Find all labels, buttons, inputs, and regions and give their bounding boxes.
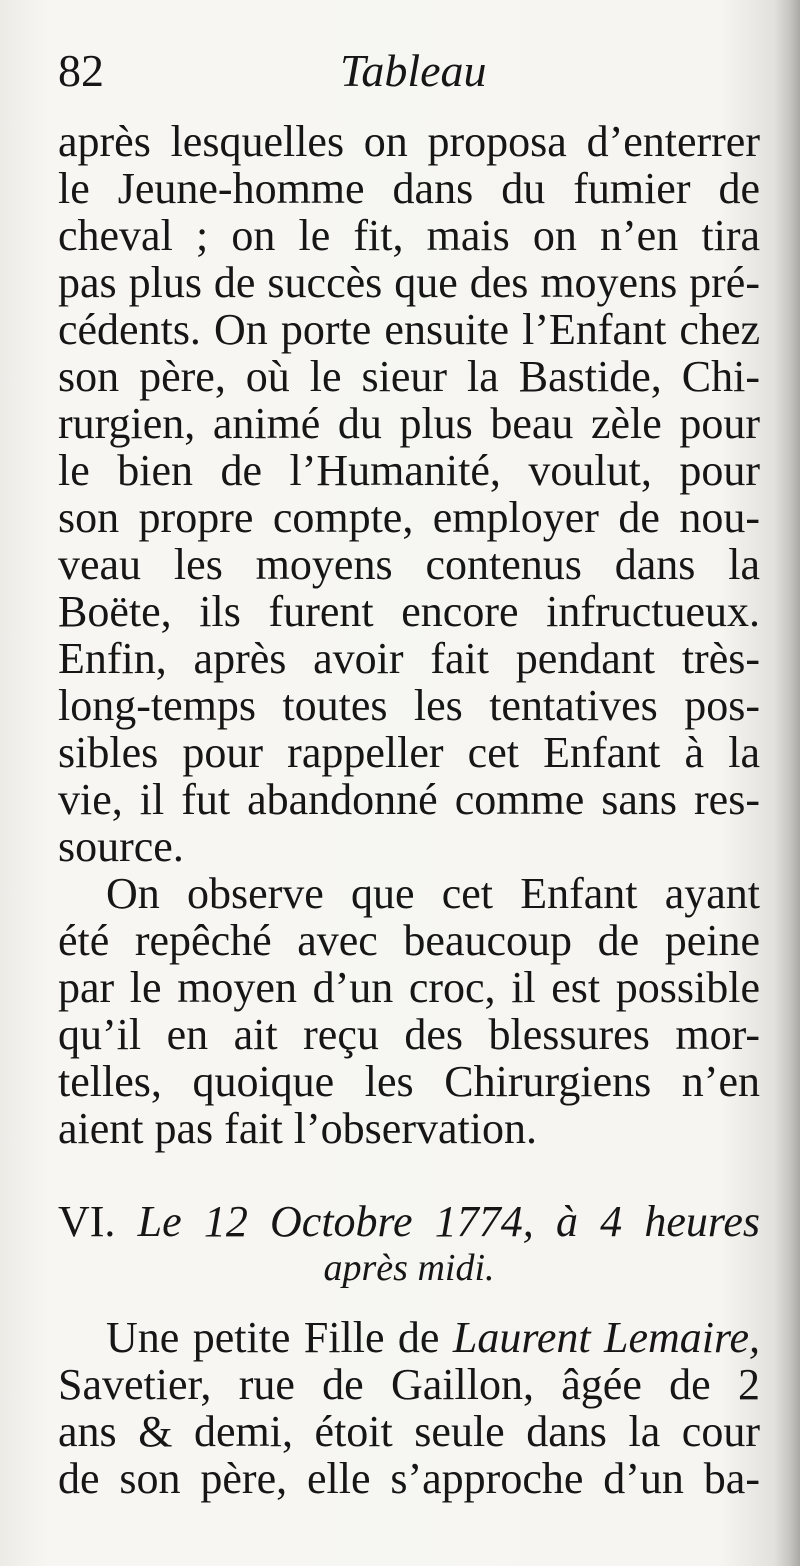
page-number: 82 — [58, 45, 104, 96]
text-line: aient pas fait l’observation. — [58, 1104, 537, 1153]
person-name: Laurent Lemaire, — [452, 1313, 760, 1362]
section-heading — [58, 1196, 760, 1288]
text-line: de son père, elle s’approche d’un ba- — [58, 1454, 760, 1503]
page-edge-shadow — [774, 0, 800, 1566]
text-line: le Jeune-homme dans du fumier de — [58, 164, 760, 213]
text-line: cheval ; on le fit, mais on n’en tira — [58, 211, 760, 260]
text-line: ans & demi, étoit seule dans la cour — [58, 1407, 760, 1456]
text-line: veau les moyens contenus dans la — [58, 540, 760, 589]
section-numeral: VI. — [58, 1197, 116, 1246]
running-title: Tableau — [340, 45, 487, 96]
text-line: On observe que cet Enfant ayant — [106, 869, 760, 918]
text-line: pas plus de succès que des moyens pré- — [58, 258, 760, 307]
text-line: après lesquelles on proposa d’enterrer — [58, 117, 760, 166]
text-line: rurgien, animé du plus beau zèle pour — [58, 399, 760, 448]
text-fragment: Une petite Fille de — [106, 1313, 453, 1362]
text-line: Boëte, ils furent encore infructueux. — [58, 587, 760, 636]
section-body — [58, 1314, 760, 1502]
section-time: après midi. — [323, 1247, 495, 1289]
text-line: été repêché avec beaucoup de peine — [58, 916, 760, 965]
text-line: Enfin, après avoir fait pendant très- — [58, 634, 760, 683]
page-header — [58, 44, 758, 106]
text-line — [58, 1314, 760, 1361]
text-line: qu’il en ait reçu des blessures mor- — [58, 1010, 760, 1059]
section-heading-line — [58, 1196, 760, 1248]
text-line: cédents. On porte ensuite l’Enfant chez — [58, 305, 760, 354]
text-line: Savetier, rue de Gaillon, âgée de 2 — [58, 1360, 760, 1409]
text-line: son propre compte, employer de nou- — [58, 493, 760, 542]
section-date: Le 12 Octobre 1774, à 4 heures — [137, 1197, 760, 1246]
text-line: par le moyen d’un croc, il est possible — [58, 963, 760, 1012]
body-text — [58, 118, 760, 1152]
text-line: son père, où le sieur la Bastide, Chi- — [58, 352, 760, 401]
text-line: sibles pour rappeller cet Enfant à la — [58, 728, 760, 777]
text-line: long-temps toutes les tentatives pos- — [58, 681, 760, 730]
text-line: source. — [58, 822, 184, 871]
text-line: le bien de l’Humanité, voulut, pour — [58, 446, 760, 495]
text-line: vie, il fut abandonné comme sans res- — [58, 775, 760, 824]
text-line: telles, quoique les Chirurgiens n’en — [58, 1057, 760, 1106]
